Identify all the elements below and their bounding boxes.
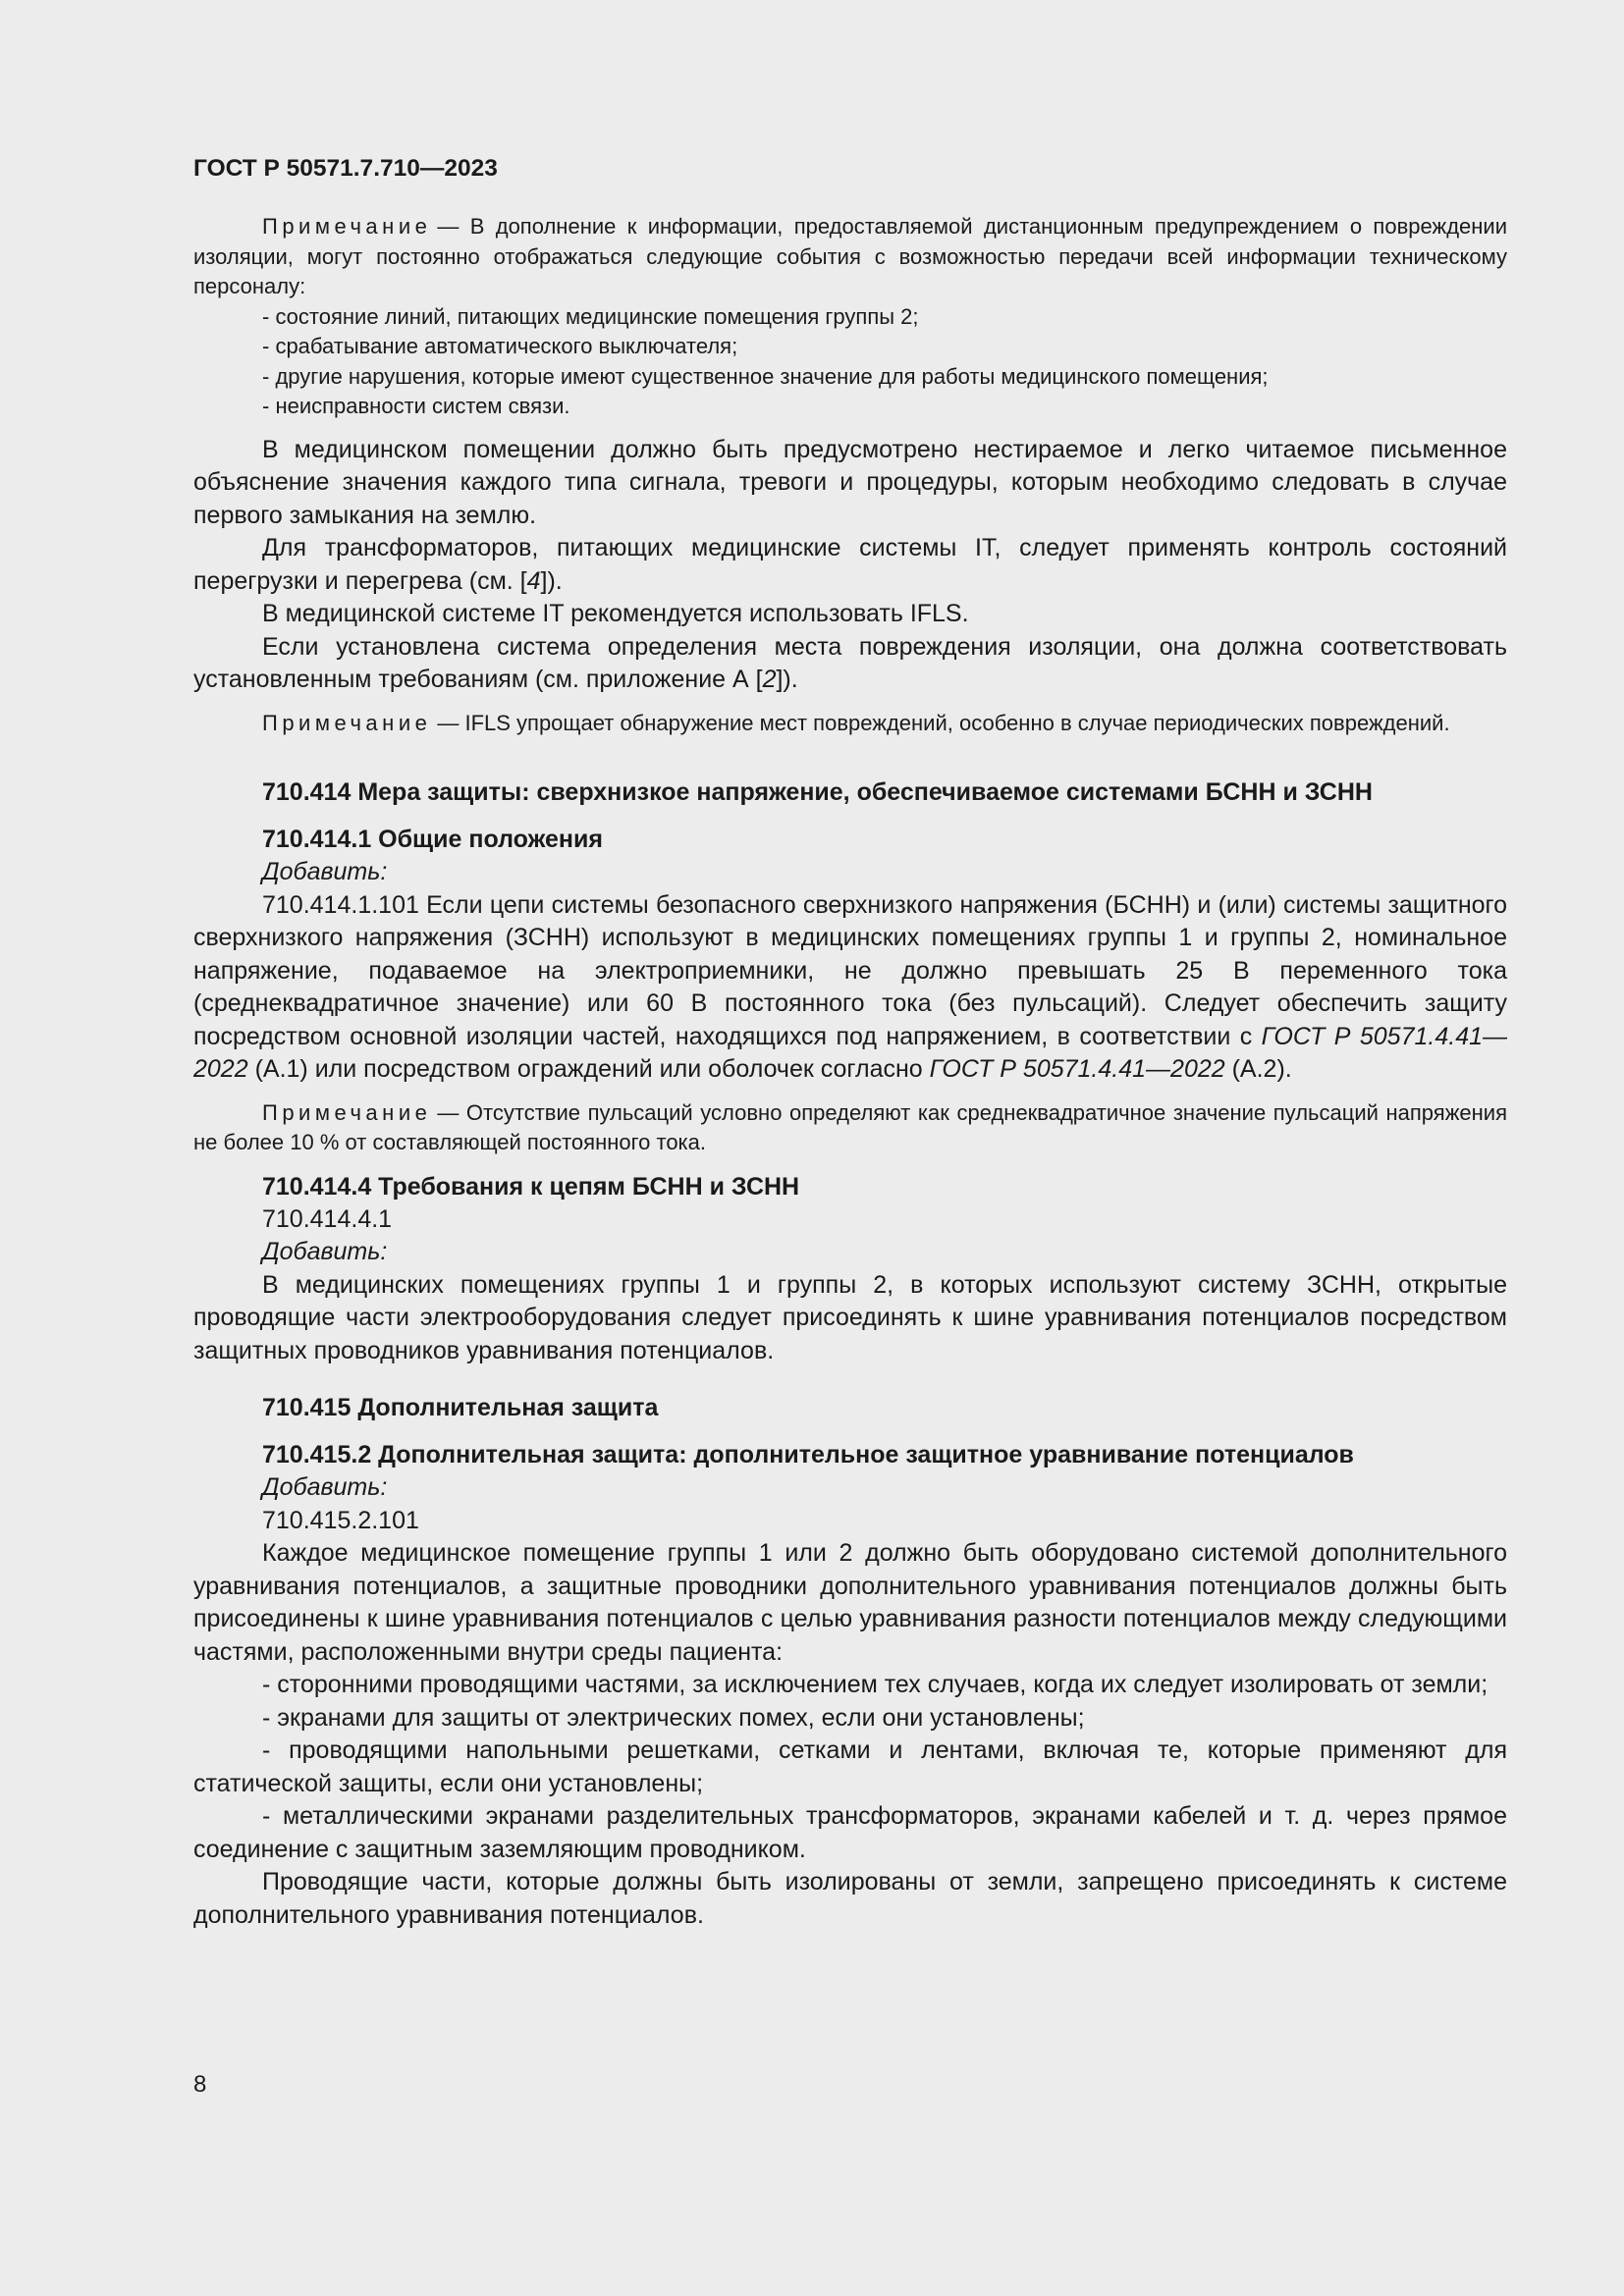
- note-text: — IFLS упрощает обнаружение мест повреждений, особенно в случае периодических повреждений.: [437, 710, 1450, 735]
- body-paragraph: Каждое медицинское помещение группы 1 или 2 должно быть оборудовано системой дополнительного уравнивания потенциалов, а защитные проводники дополнительного уравнивания потенциалов должны быть присоединены к шине уравнивания потенциалов с целью уравнивания разности потенциалов между следующими частями, расположенными внутри среды пациента:: [193, 1539, 1507, 1666]
- paragraph-text: Если установлена система определения места повреждения изоляции, она должна соответствовать установленным требованиям (см. приложение А [: [193, 632, 1507, 693]
- body-paragraph: [193, 631, 1507, 697]
- amendment-label: Добавить:: [262, 1473, 388, 1501]
- note-list-item: - неисправности систем связи.: [262, 394, 570, 418]
- body-paragraph: В медицинском помещении должно быть предусмотрено нестираемое и легко читаемое письменное объяснение значения каждого типа сигнала, тревоги и процедуры, которым необходимо следовать в случае первого замыкания на землю.: [193, 435, 1507, 529]
- bibliography-reference: 2: [762, 666, 777, 693]
- page-number: 8: [193, 2071, 207, 2098]
- note-label: Примечание: [262, 214, 432, 239]
- paragraph-text: ]).: [776, 666, 798, 693]
- body-paragraph: В медицинских помещениях группы 1 и группы 2, в которых используют систему ЗСНН, открытые проводящие части электрооборудования следует присоединять к шине уравнивания потенциалов посредством защитных проводников уравнивания потенциалов.: [193, 1270, 1507, 1364]
- page-content: [193, 147, 1507, 1932]
- paragraph-text: Для трансформаторов, питающих медицинские системы IT, следует применять контроль состояний перегрузки и перегрева (см. [: [193, 534, 1507, 595]
- amendment-label: Добавить:: [262, 858, 388, 885]
- subsection-heading: 710.414.1 Общие положения: [262, 826, 603, 853]
- paragraph-text: ]).: [540, 566, 563, 595]
- subsection-heading: 710.414.4 Требования к цепям БСНН и ЗСНН: [262, 1172, 800, 1201]
- note-paragraph: [193, 1098, 1507, 1158]
- list-item: - сторонними проводящими частями, за исключением тех случаев, когда их следует изолировать от земли;: [262, 1671, 1489, 1698]
- note-label: Примечание: [262, 710, 432, 735]
- list-item: - проводящими напольными решетками, сетками и лентами, включая те, которые применяют для статической защиты, если они установлены;: [193, 1736, 1507, 1797]
- section-heading: 710.414 Мера защиты: сверхнизкое напряжение, обеспечиваемое системами БСНН и ЗСНН: [262, 778, 1373, 806]
- note-text: — Отсутствие пульсаций условно определяют как среднеквадратичное значение пульсаций напряжения не более 10 % от составляющей постоянного тока.: [193, 1099, 1507, 1154]
- body-paragraph: Проводящие части, которые должны быть изолированы от земли, запрещено присоединять к системе дополнительного уравнивания потенциалов.: [193, 1868, 1507, 1929]
- body-paragraph: [193, 532, 1507, 598]
- amendment-label: Добавить:: [262, 1238, 388, 1265]
- body-paragraph: В медицинской системе IT рекомендуется использовать IFLS.: [262, 600, 969, 627]
- bibliography-reference: 4: [526, 566, 541, 595]
- document-designation: ГОСТ Р 50571.7.710—2023: [193, 155, 498, 182]
- standard-reference: ГОСТ Р 50571.4.41—2022: [929, 1055, 1225, 1083]
- paragraph-text: (А.2).: [1224, 1055, 1292, 1083]
- subsection-heading: 710.415.2 Дополнительная защита: дополнительное защитное уравнивание потенциалов: [262, 1441, 1354, 1468]
- paragraph-text: (А.1) или посредством ограждений или оболочек согласно: [247, 1055, 930, 1083]
- list-item: - экранами для защиты от электрических помех, если они установлены;: [262, 1703, 1085, 1732]
- paragraph-text: 710.414.1.101 Если цепи системы безопасного сверхнизкого напряжения (БСНН) и (или) системы защитного сверхнизкого напряжения (ЗСНН) используют в медицинских помещениях группы 1 и группы 2, номинальное напряжение, подаваемое на электроприемники, не должно превышать 25 В переменного тока (среднеквадратичное значение) или 60 В постоянного тока (без пульсаций). Следует обеспечить защиту посредством основной изоляции частей, находящихся под напряжением, в соответствии с: [193, 890, 1507, 1050]
- note-paragraph: [193, 709, 1507, 739]
- list-item: - металлическими экранами разделительных трансформаторов, экранами кабелей и т. д. через прямое соединение с защитным заземляющим проводником.: [193, 1802, 1507, 1863]
- note-text: — В дополнение к информации, предоставляемой дистанционным предупреждением о повреждении изоляции, могут постоянно отображаться следующие события с возможностью передачи всей информации техническому персоналу:: [193, 214, 1507, 298]
- section-heading: 710.415 Дополнительная защита: [262, 1394, 659, 1421]
- standard-reference: ГОСТ Р 50571.4.41—2022: [193, 1022, 1507, 1083]
- note-paragraph: [193, 212, 1507, 302]
- note-label: Примечание: [262, 1099, 432, 1125]
- clause-number: 710.415.2.101: [262, 1506, 419, 1534]
- note-list-item: - другие нарушения, которые имеют существенное значение для работы медицинского помещения;: [262, 363, 1269, 389]
- clause-number: 710.414.4.1: [262, 1204, 393, 1233]
- body-paragraph: [193, 889, 1507, 1087]
- note-list-item: - состояние линий, питающих медицинские помещения группы 2;: [262, 303, 919, 329]
- note-list-item: - срабатывание автоматического выключателя;: [262, 334, 738, 358]
